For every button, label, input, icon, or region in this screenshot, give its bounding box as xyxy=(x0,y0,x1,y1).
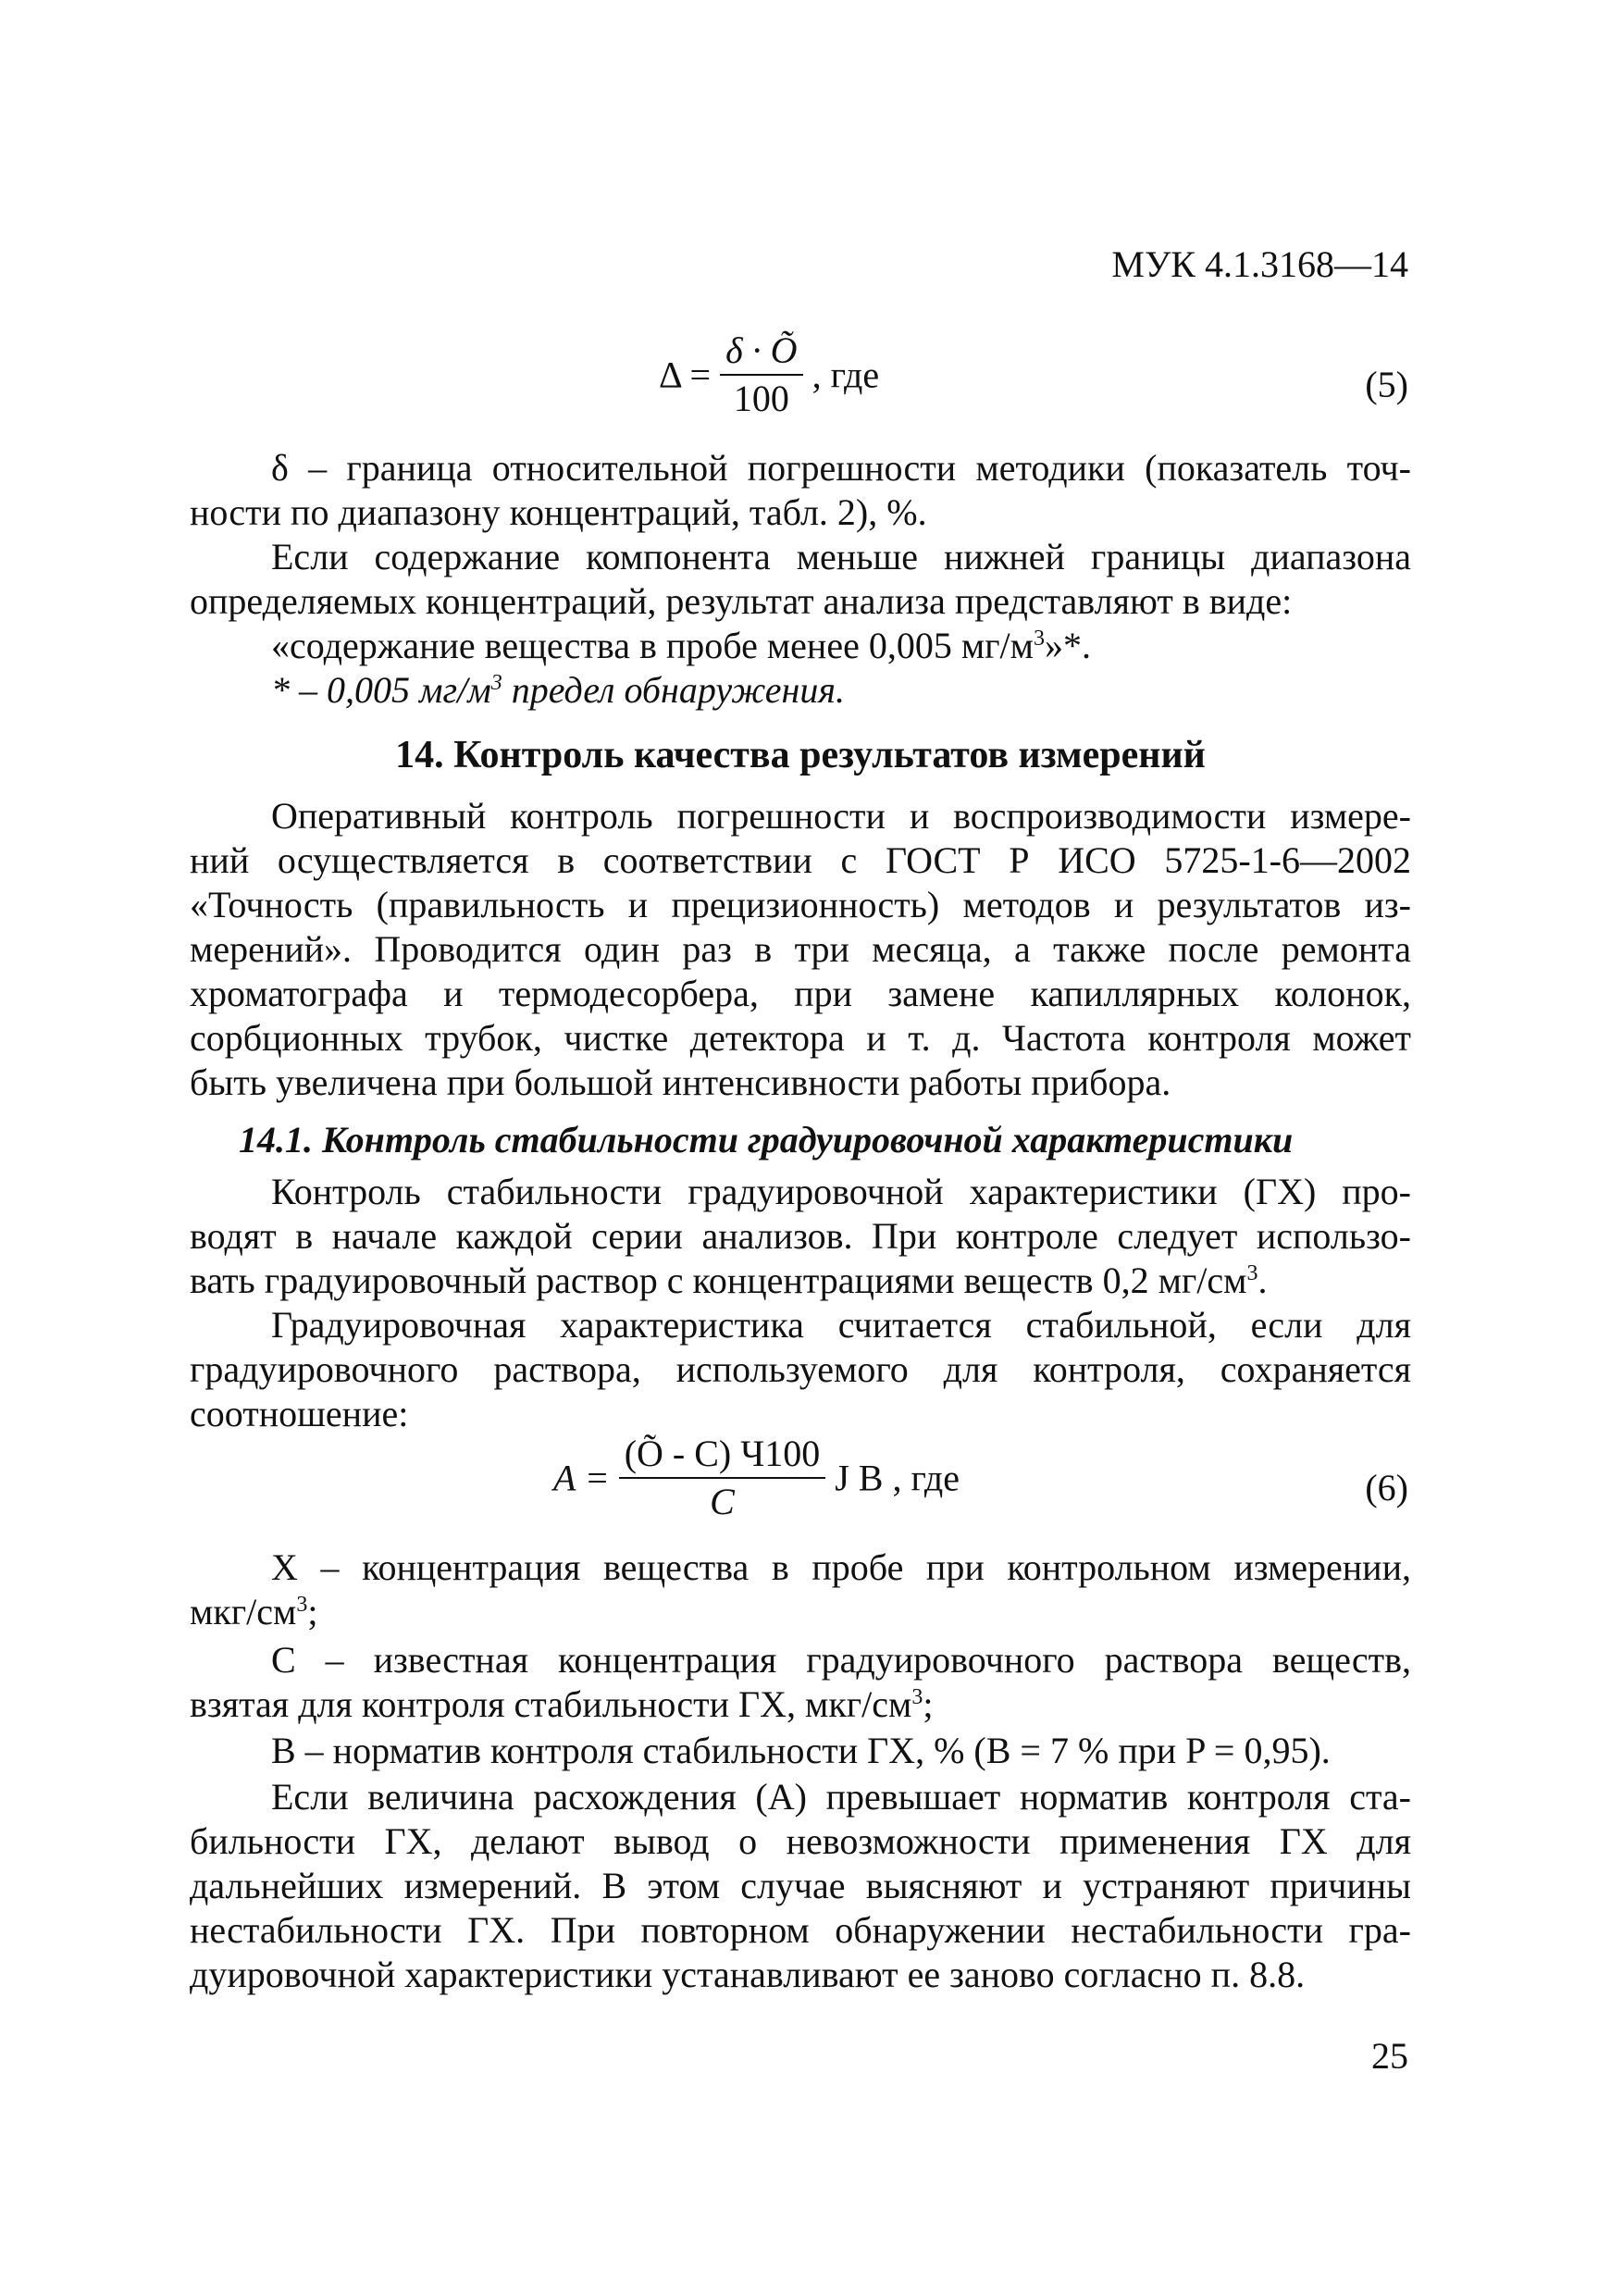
formula-6-rhs: J B xyxy=(835,1457,884,1499)
formula-6 xyxy=(553,1431,960,1525)
superscript: 3 xyxy=(296,1593,308,1617)
section-14-1-heading: 14.1. Контроль стабильности градуировочной характеристики xyxy=(239,1119,1294,1160)
superscript: 3 xyxy=(1246,1261,1258,1285)
text-line: Градуировочная характеристика считается стабильной, если для xyxy=(271,1304,1411,1346)
formula-5 xyxy=(659,328,879,422)
formula-6-fraction xyxy=(619,1431,826,1525)
text-span: . xyxy=(1258,1260,1268,1301)
text-line: дуировочной характеристики устанавливают ее заново согласно п. 8.8. xyxy=(190,1954,1306,1995)
text-line: водят в начале каждой серии анализов. При контроле следует использо- xyxy=(190,1215,1411,1257)
text-line: Оперативный контроль погрешности и воспроизводимости измере- xyxy=(271,795,1411,837)
text-line: X – концентрация вещества в пробе при контрольном измерении, xyxy=(271,1546,1411,1588)
text-span: * – 0,005 мг/м xyxy=(271,669,491,711)
text-line: мерений». Проводится один раз в три месяца, а также после ремонта xyxy=(190,928,1411,970)
text-line: ний осуществляется в соответствии с ГОСТ Р ИСО 5725-1-6—2002 xyxy=(190,839,1411,881)
text-line: Если содержание компонента меньше нижней границы диапазона xyxy=(271,536,1411,577)
text-line: дальнейших измерений. В этом случае выясняют и устраняют причины xyxy=(190,1865,1411,1906)
text-line: B – норматив контроля стабильности ГХ, % (B = 7 % при P = 0,95). xyxy=(271,1730,1331,1771)
text-span: »*. xyxy=(1044,625,1091,666)
text-span: мкг/см xyxy=(190,1591,297,1632)
text-line: Контроль стабильности градуировочной характеристики (ГХ) про- xyxy=(271,1171,1411,1212)
document-code-header: МУК 4.1.3168—14 xyxy=(1111,243,1408,285)
formula-5-lhs: Δ = xyxy=(659,354,712,396)
text-line: нестабильности ГХ. При повторном обнаружении нестабильности гра- xyxy=(190,1909,1411,1951)
formula-6-suffix: , где xyxy=(892,1457,960,1499)
text-line: определяемых концентраций, результат анализа представляют в виде: xyxy=(190,580,1293,622)
text-line: соотношение: xyxy=(190,1393,409,1434)
formula-5-suffix: , где xyxy=(812,354,880,396)
formula-6-denominator: C xyxy=(710,1481,735,1522)
text-line: δ – граница относительной погрешности методики (показатель точ- xyxy=(271,447,1411,489)
text-line xyxy=(190,1590,1411,1634)
superscript: 3 xyxy=(1033,627,1045,651)
formula-5-fraction xyxy=(720,328,802,422)
formula-5-number: (5) xyxy=(1365,364,1408,405)
section-14-heading: 14. Контроль качества результатов измерений xyxy=(395,734,1206,776)
text-span: «содержание вещества в пробе менее 0,005 мг/м xyxy=(271,625,1034,666)
text-line xyxy=(190,624,1411,668)
text-line: бильности ГХ, делают вывод о невозможности применения ГХ для xyxy=(190,1820,1411,1862)
formula-5-denominator: 100 xyxy=(733,378,789,419)
text-line: быть увеличена при большой интенсивности работы прибора. xyxy=(190,1061,1171,1103)
text-span: вать градуировочный раствор с концентрациями веществ 0,2 мг/см xyxy=(190,1260,1247,1301)
superscript: 3 xyxy=(490,671,502,695)
text-line: ности по диапазону концентраций, табл. 2), %. xyxy=(190,491,927,533)
formula-6-lhs: A = xyxy=(553,1457,610,1499)
formula-6-number: (6) xyxy=(1365,1467,1408,1508)
text-span: ; xyxy=(923,1683,934,1725)
text-line: сорбционных трубок, чистке детектора и т. д. Частота контроля может xyxy=(190,1017,1411,1059)
text-line: «Точность (правильность и прецизионность) методов и результатов из- xyxy=(190,884,1411,925)
formula-5-numerator: δ · Õ xyxy=(720,328,802,376)
text-line xyxy=(190,1682,1411,1727)
text-line: хроматографа и термодесорбера, при замене капиллярных колонок, xyxy=(190,973,1411,1014)
page-number: 25 xyxy=(1371,2035,1408,2077)
text-span: взятая для контроля стабильности ГХ, мкг/см xyxy=(190,1683,912,1725)
text-span: предел обнаружения. xyxy=(502,669,845,711)
footnote xyxy=(190,668,1411,713)
text-line: C – известная концентрация градуировочного раствора веществ, xyxy=(271,1639,1411,1681)
text-line xyxy=(190,1259,1411,1303)
superscript: 3 xyxy=(911,1685,923,1709)
text-line: градуировочного раствора, используемого для контроля, сохраняется xyxy=(190,1348,1411,1390)
text-line: Если величина расхождения (А) превышает норматив контроля ста- xyxy=(271,1776,1411,1818)
formula-6-numerator: (Õ - C) Ч100 xyxy=(619,1431,826,1479)
text-span: ; xyxy=(307,1591,318,1632)
